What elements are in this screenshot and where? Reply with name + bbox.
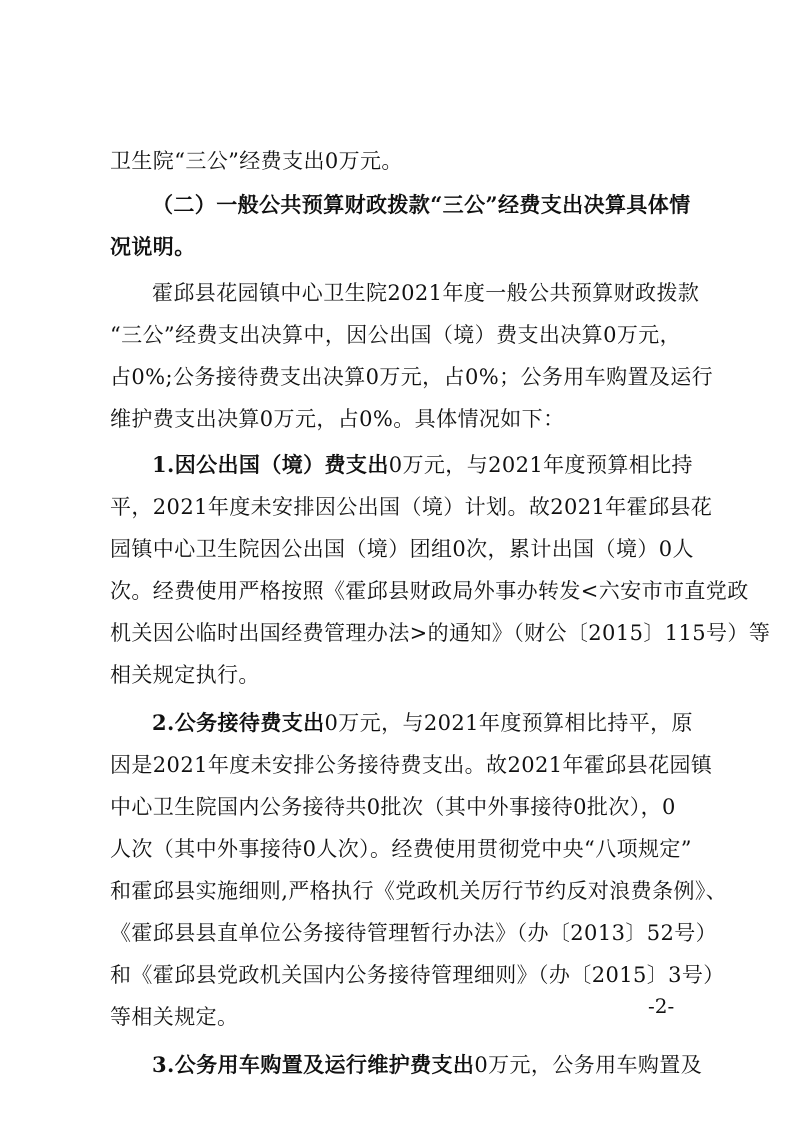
paragraph-line: 占0%;公务接待费支出决算0万元，占0%；公务用车购置及运行 [110,365,714,389]
paragraph-line: 霍邱县花园镇中心卫生院2021年度一般公共预算财政拨款 [152,281,700,305]
item-1-text: 0万元，与2021年度预算相比持 [388,453,693,477]
item-3-title: 3.公务用车购置及运行维护费支出 [152,1052,475,1077]
item-2-line [152,708,693,738]
paragraph-line: 因是2021年度未安排公务接待费支出。故2021年霍邱县花园镇 [110,753,713,777]
item-3-text: 0万元，公务用车购置及 [474,1053,703,1077]
paragraph-line: 《霍邱县县直单位公务接待管理暂行办法》（办〔2013〕52号） [110,921,718,945]
item-2-text: 0万元，与2021年度预算相比持平，原 [324,711,693,735]
paragraph-line: 和《霍邱县党政机关国内公务接待管理细则》（办〔2015〕3号） [110,963,725,987]
paragraph-line: 中心卫生院国内公务接待共0批次（其中外事接待0批次），0 [110,795,676,819]
paragraph-line: “三公”经费支出决算中，因公出国（境）费支出决算0万元， [110,323,682,347]
item-2-title: 2.公务接待费支出 [152,710,325,735]
paragraph-line: 卫生院“三公”经费支出0万元。 [110,149,403,173]
section-heading-continued: 况说明。 [110,234,196,259]
section-heading: （二）一般公共预算财政拨款“三公”经费支出决算具体情 [152,192,691,217]
paragraph-line: 和霍邱县实施细则,严格执行《党政机关厉行节约反对浪费条例》、 [110,879,728,903]
paragraph-line: 平，2021年度未安排因公出国（境）计划。故2021年霍邱县花 [110,495,713,519]
item-3-line [152,1050,703,1080]
paragraph-line: 相关规定执行。 [110,663,260,687]
item-1-title: 1.因公出国（境）费支出 [152,452,389,477]
paragraph-line: 维护费支出决算0万元，占0%。具体情况如下： [110,407,565,431]
paragraph-line: 人次（其中外事接待0人次）。经费使用贯彻党中央“八项规定” [110,837,692,861]
paragraph-line: 园镇中心卫生院因公出国（境）团组0次，累计出国（境）0人 [110,537,694,561]
page-number: -2- [648,994,675,1018]
paragraph-line: 等相关规定。 [110,1005,239,1029]
item-1-line [152,450,693,480]
paragraph-line: 机关因公临时出国经费管理办法>的通知》（财公〔2015〕115号）等 [110,621,771,645]
paragraph-line: 次。经费使用严格按照《霍邱县财政局外事办转发<六安市市直党政 [110,579,749,603]
